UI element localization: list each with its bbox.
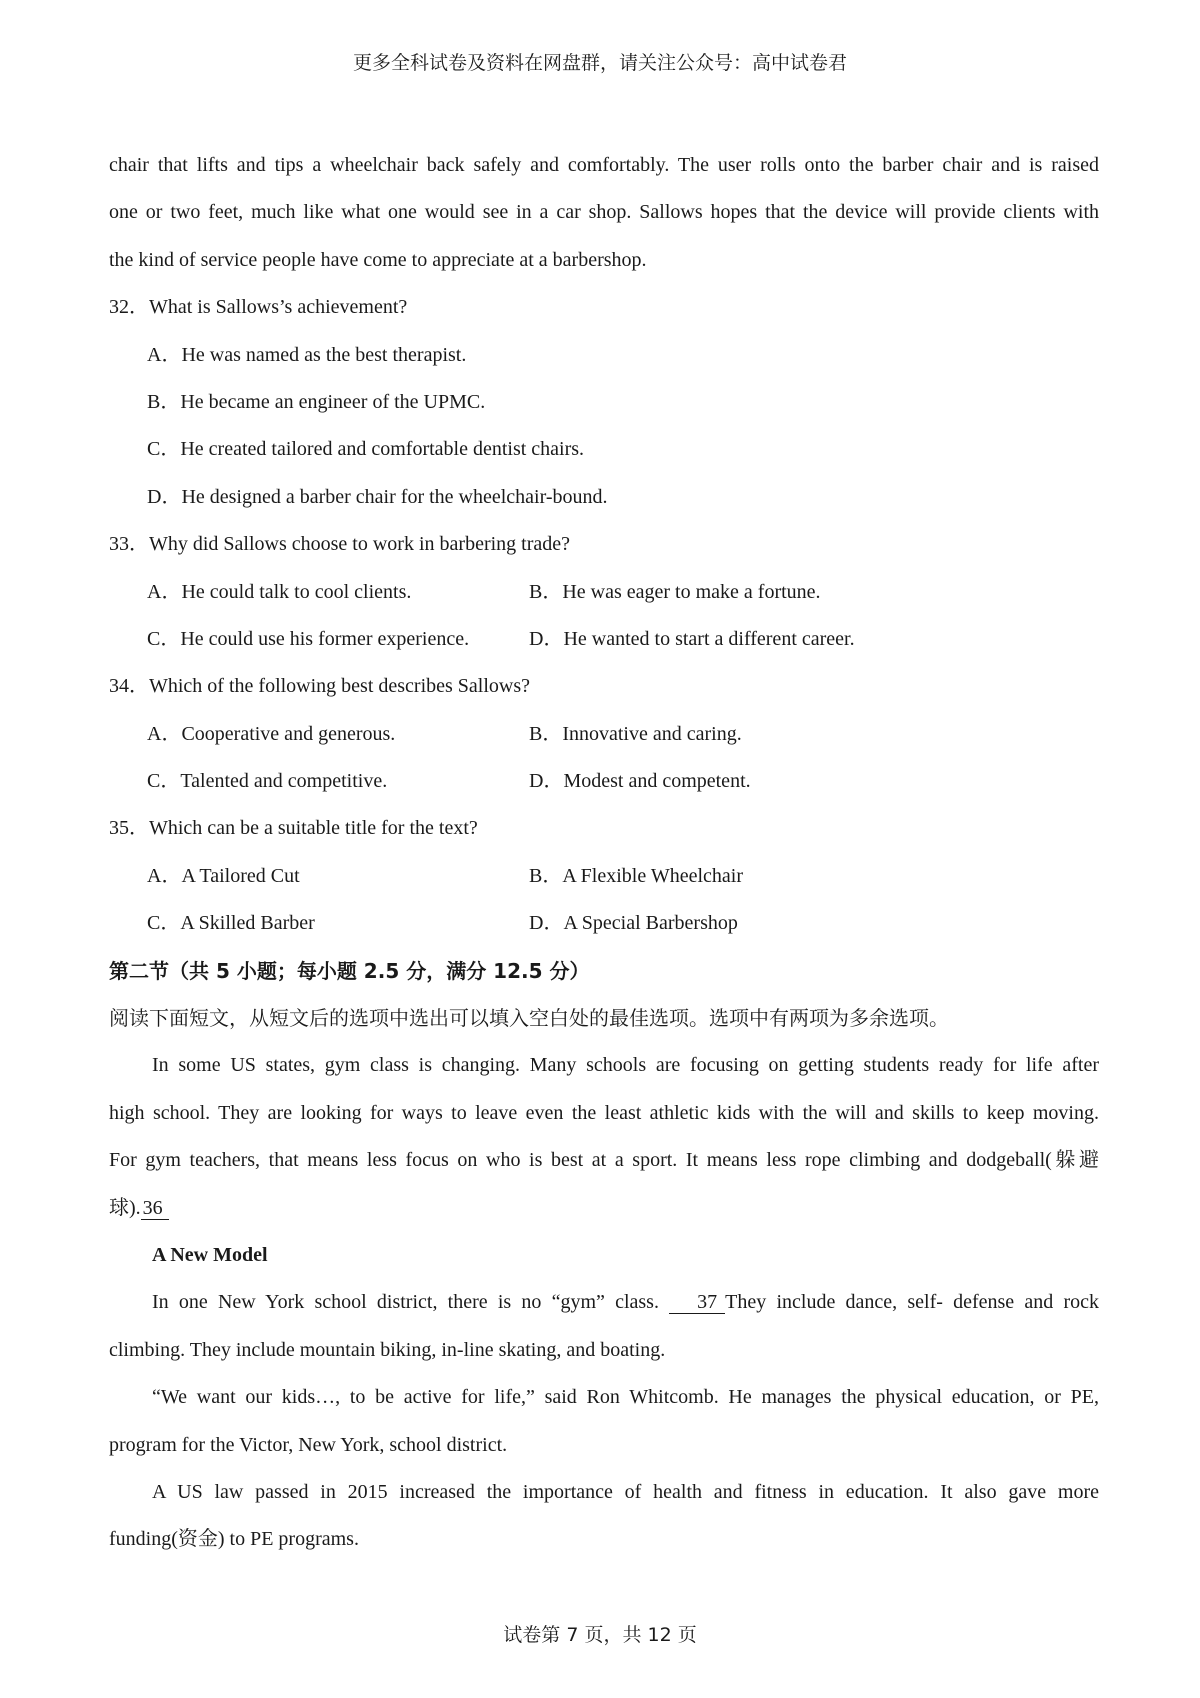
question-32-stem: 32．What is Sallows’s achievement? <box>109 296 408 319</box>
question-32-option-d: D．He designed a barber chair for the wheelchair-bound. <box>147 485 608 508</box>
question-34-options-row <box>109 711 1099 758</box>
passage-line: the kind of service people have come to appreciate at a barbershop. <box>109 248 647 271</box>
question-35-options-row <box>109 900 1099 947</box>
question-32-option-b: B．He became an engineer of the UPMC. <box>147 390 486 413</box>
question-34-option-a: A．Cooperative and generous. <box>147 722 396 745</box>
question-33-options-row <box>109 569 1099 616</box>
question-35-stem: 35．Which can be a suitable title for the text? <box>109 817 478 840</box>
question-34-stem: 34．Which of the following best describes Sallows? <box>109 675 531 698</box>
passage-line: high school. They are looking for ways to leave even the least athletic kids with the will and skills to keep moving. <box>109 1101 1099 1124</box>
question-32-option-c: C．He created tailored and comfortable dentist chairs. <box>147 438 585 461</box>
subheading: A New Model <box>152 1243 268 1266</box>
passage-line: one or two feet, much like what one would see in a car shop. Sallows hopes that the device will provide clients with <box>109 201 1099 224</box>
page-header: 更多全科试卷及资料在网盘群，请关注公众号：高中试卷君 <box>352 52 847 74</box>
passage-line: In some US states, gym class is changing. Many schools are focusing on getting students ready for life after <box>152 1054 1099 1077</box>
section-instruction: 阅读下面短文，从短文后的选项中选出可以填入空白处的最佳选项。选项中有两项为多余选项。 <box>109 1006 949 1031</box>
passage-text: 球). <box>109 1196 141 1219</box>
passage-line: chair that lifts and tips a wheelchair back safely and comfortably. The user rolls onto the barber chair and is raised <box>109 154 1099 176</box>
section-heading: 第二节（共 5 小题；每小题 2.5 分，满分 12.5 分） <box>109 958 590 983</box>
question-34-option-d: D．Modest and competent. <box>529 770 751 793</box>
passage-line: program for the Victor, New York, school district. <box>109 1433 508 1456</box>
question-32-option-a: A．He was named as the best therapist. <box>147 343 467 366</box>
passage-line: For gym teachers, that means less focus on who is best at a sport. It means less rope climbing and dodgeball(躲避 <box>109 1149 1099 1172</box>
passage-line: “We want our kids…, to be active for life,” said Ron Whitcomb. He manages the physical education, or PE, <box>152 1386 1099 1409</box>
passage-line <box>109 1185 1099 1232</box>
passage-text: They include dance, self- defense and rock <box>725 1291 1099 1314</box>
question-33-option-d: D．He wanted to start a different career. <box>529 627 855 650</box>
question-33-option-c: C．He could use his former experience. <box>147 627 470 650</box>
question-35-option-b: B．A Flexible Wheelchair <box>529 864 744 887</box>
question-35-option-d: D．A Special Barbershop <box>529 912 738 935</box>
passage-line <box>109 1279 1099 1326</box>
question-33-option-b: B．He was eager to make a fortune. <box>529 580 821 603</box>
page-footer: 试卷第 7 页，共 12 页 <box>503 1624 697 1646</box>
page-content <box>109 142 1099 1564</box>
passage-text: In one New York school district, there is no “gym” class. <box>152 1291 659 1314</box>
question-35-option-a: A．A Tailored Cut <box>147 864 300 887</box>
question-34-option-b: B．Innovative and caring. <box>529 722 742 745</box>
question-33-option-a: A．He could talk to cool clients. <box>147 580 412 603</box>
question-34-option-c: C．Talented and competitive. <box>147 770 388 793</box>
question-35-option-c: C．A Skilled Barber <box>147 912 315 935</box>
question-33-options-row <box>109 616 1099 663</box>
blank-36: 36 <box>141 1197 169 1220</box>
passage-line: funding(资金) to PE programs. <box>109 1528 359 1551</box>
passage-line: A US law passed in 2015 increased the importance of health and fitness in education. It also gave more <box>152 1480 1099 1503</box>
question-34-options-row <box>109 758 1099 805</box>
passage-line: climbing. They include mountain biking, in-line skating, and boating. <box>109 1338 666 1361</box>
question-35-options-row <box>109 853 1099 900</box>
blank-37: 37 <box>669 1291 725 1314</box>
question-33-stem: 33．Why did Sallows choose to work in barbering trade? <box>109 533 571 556</box>
